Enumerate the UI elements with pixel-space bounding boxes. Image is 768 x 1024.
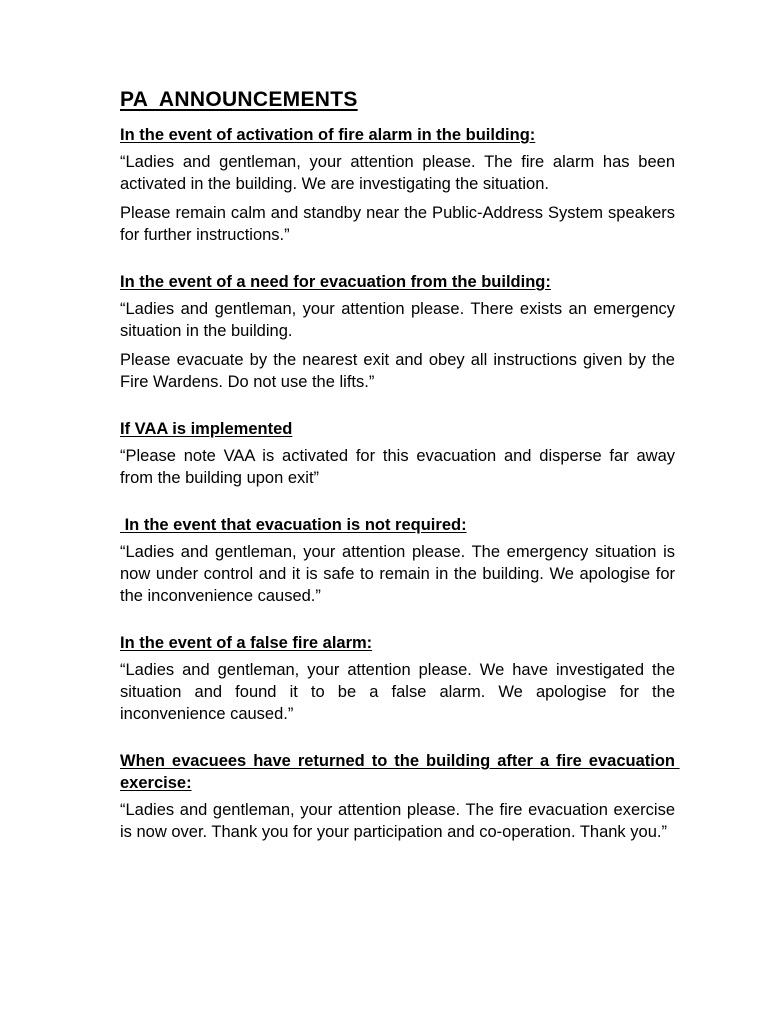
announcement-paragraph: Please remain calm and standby near the Public-Address System speakers for further instructions.” (120, 204, 675, 244)
section-spacer (120, 496, 675, 514)
section-heading: In the event that evacuation is not required: (120, 516, 467, 534)
announcement-paragraph: Please evacuate by the nearest exit and obey all instructions given by the Fire Wardens. Do not use the lifts.” (120, 351, 675, 391)
section-heading: In the event of activation of fire alarm in the building: (120, 126, 536, 144)
section-heading: In the event of a false fire alarm: (120, 634, 373, 652)
section-false-fire-alarm (120, 632, 675, 725)
section-heading: When evacuees have returned to the building after a fire evacuation exercise: (120, 752, 680, 792)
section-fire-alarm-activation (120, 124, 675, 246)
section-spacer (120, 400, 675, 418)
announcement-paragraph: “Ladies and gentleman, your attention please. The fire evacuation exercise is now over. Thank you for your participation and co-operation. Thank you.” (120, 801, 675, 841)
announcement-paragraph: “Ladies and gentleman, your attention please. The emergency situation is now under control and it is safe to remain in the building. We apologise for the inconvenience caused.” (120, 543, 675, 605)
announcement-paragraph: “Ladies and gentleman, your attention please. There exists an emergency situation in the building. (120, 300, 675, 340)
section-after-evacuation-exercise (120, 750, 680, 843)
document-page (120, 86, 680, 850)
section-heading: If VAA is implemented (120, 420, 293, 438)
section-heading: In the event of a need for evacuation from the building: (120, 273, 551, 291)
section-spacer (120, 614, 675, 632)
page-title: PA ANNOUNCEMENTS (120, 88, 358, 111)
announcement-paragraph: “Please note VAA is activated for this evacuation and disperse far away from the building upon exit” (120, 447, 675, 487)
section-evacuation-needed (120, 271, 675, 393)
announcement-paragraph: “Ladies and gentleman, your attention please. We have investigated the situation and found it to be a false alarm. We apologise for the inconvenience caused.” (120, 661, 675, 723)
section-evacuation-not-required (120, 514, 675, 607)
section-vaa-implemented (120, 418, 675, 489)
section-spacer (120, 732, 675, 750)
announcement-paragraph: “Ladies and gentleman, your attention please. The fire alarm has been activated in the building. We are investigating the situation. (120, 153, 675, 193)
section-spacer (120, 253, 675, 271)
